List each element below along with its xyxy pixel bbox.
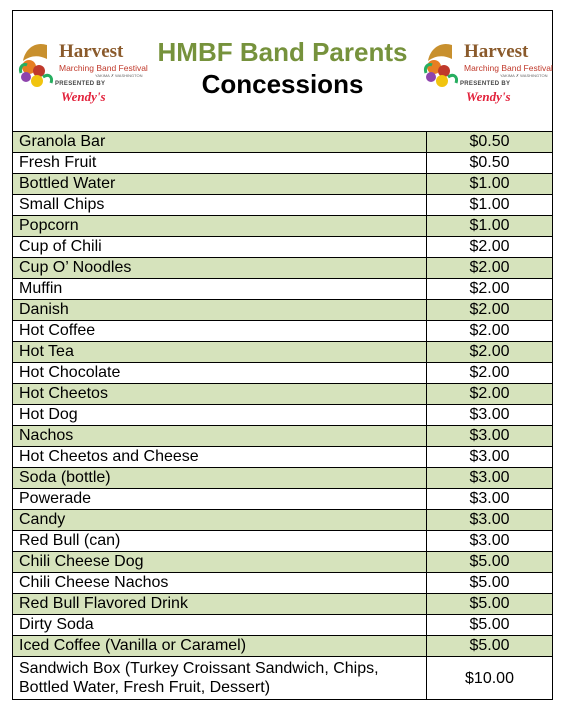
- item-name: Red Bull (can): [13, 531, 427, 552]
- item-price: $5.00: [427, 573, 553, 594]
- table-row: [13, 300, 552, 321]
- table-row: [13, 489, 552, 510]
- item-price: $10.00: [427, 657, 553, 700]
- cornucopia-icon: [422, 33, 466, 113]
- table-row: [13, 279, 552, 300]
- logo-presented-by: PRESENTED BY: [55, 81, 106, 87]
- item-price: $3.00: [427, 405, 553, 426]
- item-name: Dirty Soda: [13, 615, 427, 636]
- header: [13, 11, 552, 132]
- item-name: Chili Cheese Dog: [13, 552, 427, 573]
- table-row: [13, 174, 552, 195]
- item-name: Candy: [13, 510, 427, 531]
- table-row: [13, 573, 552, 594]
- page-title: HMBF Band Parents: [157, 37, 408, 67]
- table-row: [13, 426, 552, 447]
- item-name: Hot Chocolate: [13, 363, 427, 384]
- item-name: Muffin: [13, 279, 427, 300]
- table-row: [13, 363, 552, 384]
- table-row: [13, 657, 552, 700]
- item-price: $2.00: [427, 258, 553, 279]
- table-row: [13, 321, 552, 342]
- item-price: $3.00: [427, 468, 553, 489]
- table-row: [13, 342, 552, 363]
- item-price: $2.00: [427, 237, 553, 258]
- table-row: [13, 258, 552, 279]
- item-price: $3.00: [427, 510, 553, 531]
- page-subtitle: Concessions: [201, 69, 364, 99]
- table-row: [13, 216, 552, 237]
- item-name: Nachos: [13, 426, 427, 447]
- table-row: [13, 447, 552, 468]
- table-row: [13, 132, 552, 153]
- table-row: [13, 405, 552, 426]
- item-name: Fresh Fruit: [13, 153, 427, 174]
- item-price: $1.00: [427, 174, 553, 195]
- item-price: $2.00: [427, 342, 553, 363]
- item-name: Hot Cheetos: [13, 384, 427, 405]
- item-price: $1.00: [427, 216, 553, 237]
- table-row: [13, 468, 552, 489]
- item-price: $3.00: [427, 489, 553, 510]
- item-price: $2.00: [427, 363, 553, 384]
- item-price: $2.00: [427, 384, 553, 405]
- item-price: $5.00: [427, 615, 553, 636]
- item-name: Soda (bottle): [13, 468, 427, 489]
- table-row: [13, 636, 552, 657]
- item-name: Hot Dog: [13, 405, 427, 426]
- table-row: [13, 552, 552, 573]
- item-price: $0.50: [427, 153, 553, 174]
- item-name: Cup O’ Noodles: [13, 258, 427, 279]
- table-row: [13, 615, 552, 636]
- table-row: [13, 531, 552, 552]
- item-name: Bottled Water: [13, 174, 427, 195]
- item-name: Hot Tea: [13, 342, 427, 363]
- item-price: $2.00: [427, 300, 553, 321]
- item-price: $3.00: [427, 426, 553, 447]
- table-row: [13, 510, 552, 531]
- logo-location: YAKIMA ✗ WASHINGTON: [500, 73, 548, 78]
- table-row: [13, 594, 552, 615]
- logo-sponsor: Wendy's: [61, 89, 106, 104]
- item-price: $1.00: [427, 195, 553, 216]
- table-row: [13, 153, 552, 174]
- table-row: [13, 384, 552, 405]
- table-row: [13, 195, 552, 216]
- item-price: $0.50: [427, 132, 553, 153]
- item-name: Sandwich Box (Turkey Croissant Sandwich, Chips, Bottled Water, Fresh Fruit, Dessert): [19, 660, 379, 696]
- logo-subtitle: Marching Band Festival: [464, 63, 553, 73]
- item-name: Hot Coffee: [13, 321, 427, 342]
- item-name: Hot Cheetos and Cheese: [13, 447, 427, 468]
- table-row: [13, 237, 552, 258]
- logo-sponsor: Wendy's: [466, 89, 511, 104]
- item-name: Red Bull Flavored Drink: [13, 594, 427, 615]
- concessions-sheet: [12, 10, 553, 700]
- item-name: Cup of Chili: [13, 237, 427, 258]
- item-price: $5.00: [427, 552, 553, 573]
- logo-location: YAKIMA ✗ WASHINGTON: [95, 73, 143, 78]
- item-name: Powerade: [13, 489, 427, 510]
- item-price: $2.00: [427, 279, 553, 300]
- item-name: Iced Coffee (Vanilla or Caramel): [13, 636, 427, 657]
- item-price: $2.00: [427, 321, 553, 342]
- logo-word: Harvest: [59, 41, 124, 62]
- item-name: Chili Cheese Nachos: [13, 573, 427, 594]
- harvest-logo-right: [422, 33, 552, 113]
- item-price: $3.00: [427, 447, 553, 468]
- item-price: $3.00: [427, 531, 553, 552]
- item-price: $5.00: [427, 636, 553, 657]
- logo-presented-by: PRESENTED BY: [460, 81, 511, 87]
- item-price: $5.00: [427, 594, 553, 615]
- item-name: Popcorn: [13, 216, 427, 237]
- item-name: Granola Bar: [13, 132, 427, 153]
- item-name: Danish: [13, 300, 427, 321]
- logo-subtitle: Marching Band Festival: [59, 63, 148, 73]
- logo-word: Harvest: [464, 41, 529, 62]
- item-name: Small Chips: [13, 195, 427, 216]
- price-table: [13, 132, 552, 699]
